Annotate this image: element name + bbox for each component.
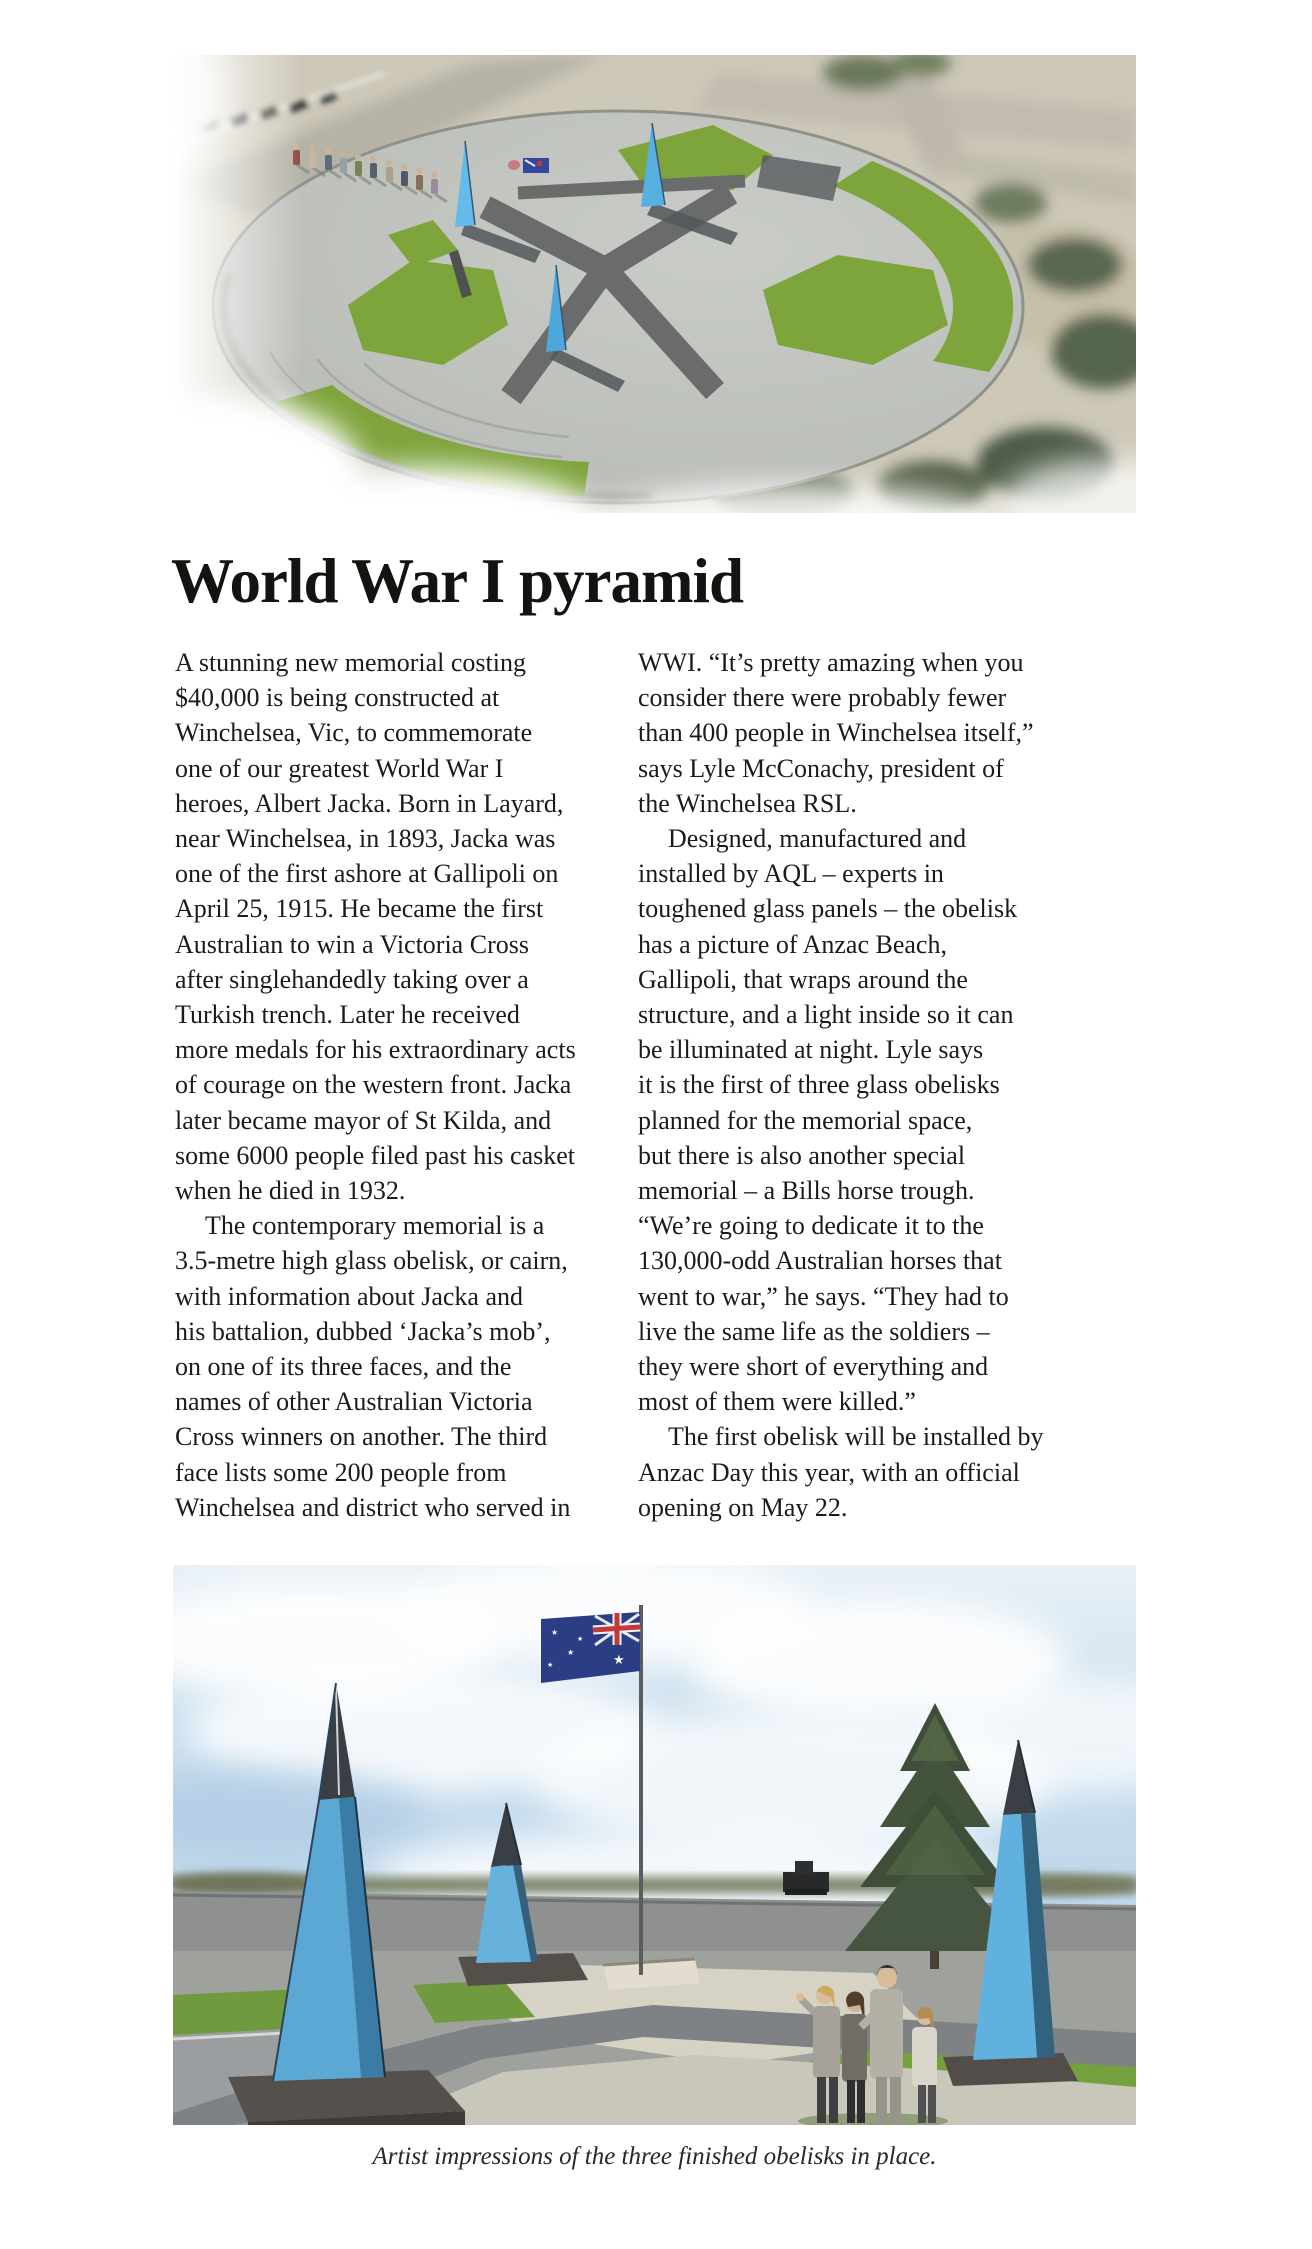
svg-text:★: ★ <box>551 1628 559 1637</box>
body-text-line: April 25, 1915. He became the first <box>175 894 544 924</box>
body-text-line: Cross winners on another. The third <box>175 1422 548 1452</box>
body-text-line: “We’re going to dedicate it to the <box>638 1211 984 1241</box>
body-text-line: more medals for his extraordinary acts <box>175 1035 576 1065</box>
body-text-line: face lists some 200 people from <box>175 1457 507 1487</box>
aerial-render-graphic <box>173 55 1136 513</box>
body-text-line: The contemporary memorial is a <box>205 1211 545 1241</box>
body-text-line: than 400 people in Winchelsea itself,” <box>638 718 1034 748</box>
body-text-line: when he died in 1932. <box>175 1176 406 1206</box>
svg-text:★: ★ <box>613 1653 625 1668</box>
body-text-line: on one of its three faces, and the <box>175 1352 512 1382</box>
body-text-line: WWI. “It’s pretty amazing when you <box>638 648 1024 677</box>
body-text-line: near Winchelsea, in 1893, Jacka was <box>175 824 556 854</box>
article-column-right <box>638 645 1088 1525</box>
body-text-line: of courage on the western front. Jacka <box>175 1070 572 1100</box>
svg-text:★: ★ <box>547 1661 554 1669</box>
body-text-line: names of other Australian Victoria <box>175 1387 533 1417</box>
body-text-line: but there is also another special <box>638 1140 966 1170</box>
body-text-line: installed by AQL – experts in <box>638 859 944 889</box>
body-text-line: says Lyle McConachy, president of <box>638 753 1004 783</box>
body-text-line: Anzac Day this year, with an official <box>638 1457 1020 1487</box>
body-text-line: with information about Jacka and <box>175 1281 524 1311</box>
body-text-line: one of the first ashore at Gallipoli on <box>175 859 559 889</box>
body-text-line: planned for the memorial space, <box>638 1105 973 1135</box>
body-text-line: it is the first of three glass obelisks <box>638 1070 1000 1100</box>
body-text-line: A stunning new memorial costing <box>175 648 526 677</box>
body-text-line: opening on May 22. <box>638 1492 848 1522</box>
australian-flag <box>541 1612 640 1683</box>
body-text-line: be illuminated at night. Lyle says <box>638 1035 984 1065</box>
body-text-line: Winchelsea, Vic, to commemorate <box>175 718 533 748</box>
ground-render-graphic <box>173 1565 1136 2125</box>
body-text-line: The first obelisk will be installed by <box>668 1422 1044 1452</box>
body-text-line: Gallipoli, that wraps around the <box>638 964 968 994</box>
body-text-line: Designed, manufactured and <box>668 824 967 854</box>
body-text-line: 130,000-odd Australian horses that <box>638 1246 1002 1276</box>
article-column-left <box>175 645 625 1525</box>
body-text-line: later became mayor of St Kilda, and <box>175 1105 552 1135</box>
svg-text:★: ★ <box>567 1648 575 1657</box>
body-text-line: most of them were killed.” <box>638 1387 916 1417</box>
body-text-line: Australian to win a Victoria Cross <box>175 929 529 959</box>
body-text-line: live the same life as the soldiers – <box>638 1316 990 1346</box>
svg-text:★: ★ <box>577 1635 584 1643</box>
body-text-line: after singlehandedly taking over a <box>175 964 529 994</box>
body-text-line: heroes, Albert Jacka. Born in Layard, <box>175 788 564 818</box>
body-text-line: one of our greatest World War I <box>175 753 504 783</box>
ground-render-photo <box>173 1565 1136 2125</box>
body-text-line: toughened glass panels – the obelisk <box>638 894 1018 924</box>
aerial-render-photo <box>173 55 1136 513</box>
photo-caption: Artist impressions of the three finished obelisks in place. <box>372 2143 937 2170</box>
article-title: World War I pyramid <box>171 546 744 616</box>
body-text-line: 3.5-metre high glass obelisk, or cairn, <box>175 1246 568 1276</box>
body-text-line: the Winchelsea RSL. <box>638 788 857 818</box>
body-text-line: memorial – a Bills horse trough. <box>638 1176 975 1206</box>
body-text-line: structure, and a light inside so it can <box>638 1000 1014 1030</box>
body-text-line: Turkish trench. Later he received <box>175 1000 520 1030</box>
body-text-line: has a picture of Anzac Beach, <box>638 929 947 959</box>
body-text-line: his battalion, dubbed ‘Jacka’s mob’, <box>175 1316 551 1346</box>
body-text-line: some 6000 people filed past his casket <box>175 1140 576 1170</box>
body-text-line: $40,000 is being constructed at <box>175 683 500 713</box>
body-text-line: went to war,” he says. “They had to <box>638 1281 1009 1311</box>
body-text-line: consider there were probably fewer <box>638 683 1007 713</box>
body-text-line: Winchelsea and district who served in <box>175 1492 571 1522</box>
body-text-line: they were short of everything and <box>638 1352 989 1382</box>
